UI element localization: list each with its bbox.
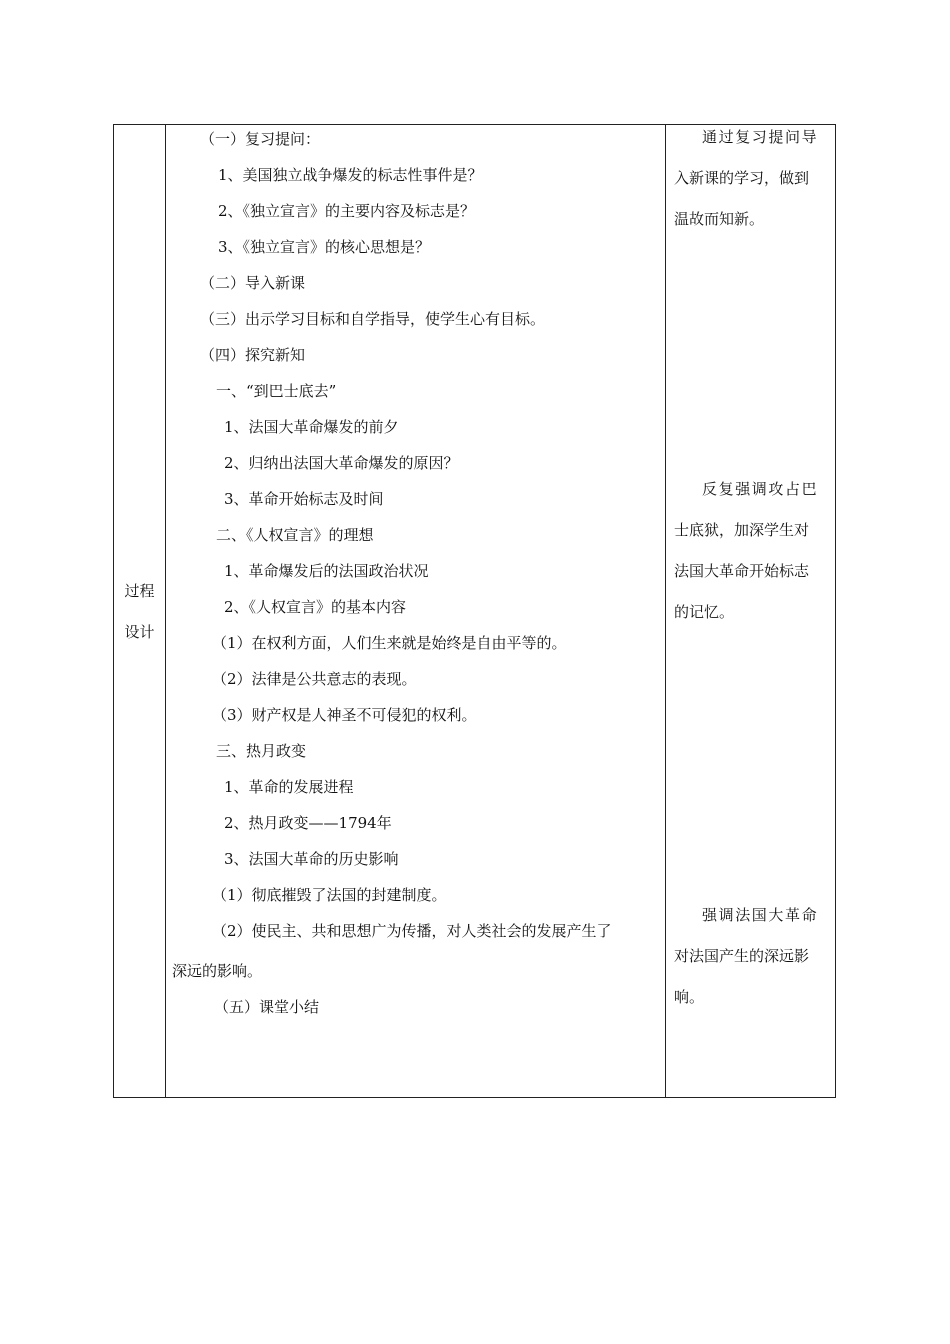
content-line: 1、法国大革命爆发的前夕 bbox=[224, 418, 399, 436]
column-divider bbox=[665, 125, 666, 1097]
teaching-note bbox=[674, 117, 830, 240]
teaching-note bbox=[674, 895, 830, 1018]
note-line: 通过复习提问导 bbox=[702, 128, 819, 146]
column-divider bbox=[165, 125, 166, 1097]
content-line: 1、美国独立战争爆发的标志性事件是？ bbox=[218, 166, 483, 184]
teaching-note bbox=[674, 469, 830, 633]
content-line: （3）财产权是人神圣不可侵犯的权利。 bbox=[212, 706, 477, 724]
content-line: 1、革命的发展进程 bbox=[224, 778, 354, 796]
note-line: 入新课的学习，做到 bbox=[674, 169, 810, 187]
content-line: （二）导入新课 bbox=[200, 274, 306, 292]
note-line: 温故而知新。 bbox=[674, 210, 765, 228]
content-line: （四）探究新知 bbox=[200, 346, 306, 364]
row-label-line: 设计 bbox=[124, 623, 155, 641]
note-line: 士底狱，加深学生对 bbox=[674, 521, 810, 539]
note-line: 对法国产生的深远影 bbox=[674, 947, 810, 965]
content-line: 深远的影响。 bbox=[172, 962, 263, 980]
content-line: 3、革命开始标志及时间 bbox=[224, 490, 384, 508]
content-line: 2、归纳出法国大革命爆发的原因？ bbox=[224, 454, 459, 472]
content-line: 3、《独立宣言》的核心思想是？ bbox=[218, 238, 431, 256]
content-line: 1、革命爆发后的法国政治状况 bbox=[224, 562, 429, 580]
content-line: （五）课堂小结 bbox=[214, 998, 320, 1016]
content-line: （2）法律是公共意志的表现。 bbox=[212, 670, 417, 688]
row-label-line: 过程 bbox=[124, 582, 155, 600]
note-line: 的记忆。 bbox=[674, 603, 735, 621]
content-line: 2、热月政变——1794年 bbox=[224, 814, 392, 832]
note-line: 法国大革命开始标志 bbox=[674, 562, 810, 580]
content-line: （2）使民主、共和思想广为传播，对人类社会的发展产生了 bbox=[212, 922, 612, 940]
row-label bbox=[114, 571, 165, 653]
section-heading: 二、《人权宣言》的理想 bbox=[216, 526, 374, 544]
note-line: 强调法国大革命 bbox=[702, 906, 819, 924]
note-line: 响。 bbox=[674, 988, 705, 1006]
content-line: 2、《独立宣言》的主要内容及标志是？ bbox=[218, 202, 476, 220]
content-line: （一）复习提问： bbox=[200, 130, 321, 148]
content-line: （三）出示学习目标和自学指导，使学生心有目标。 bbox=[200, 310, 546, 328]
lesson-table bbox=[113, 124, 836, 1098]
content-line: 2、《人权宣言》的基本内容 bbox=[224, 598, 407, 616]
note-line: 反复强调攻占巴 bbox=[702, 480, 819, 498]
section-heading: 三、热月政变 bbox=[216, 742, 307, 760]
section-heading: 一、“到巴士底去” bbox=[216, 382, 337, 400]
content-line: 3、法国大革命的历史影响 bbox=[224, 850, 399, 868]
content-line: （1）彻底摧毁了法国的封建制度。 bbox=[212, 886, 447, 904]
content-line: （1）在权利方面，人们生来就是始终是自由平等的。 bbox=[212, 634, 567, 652]
